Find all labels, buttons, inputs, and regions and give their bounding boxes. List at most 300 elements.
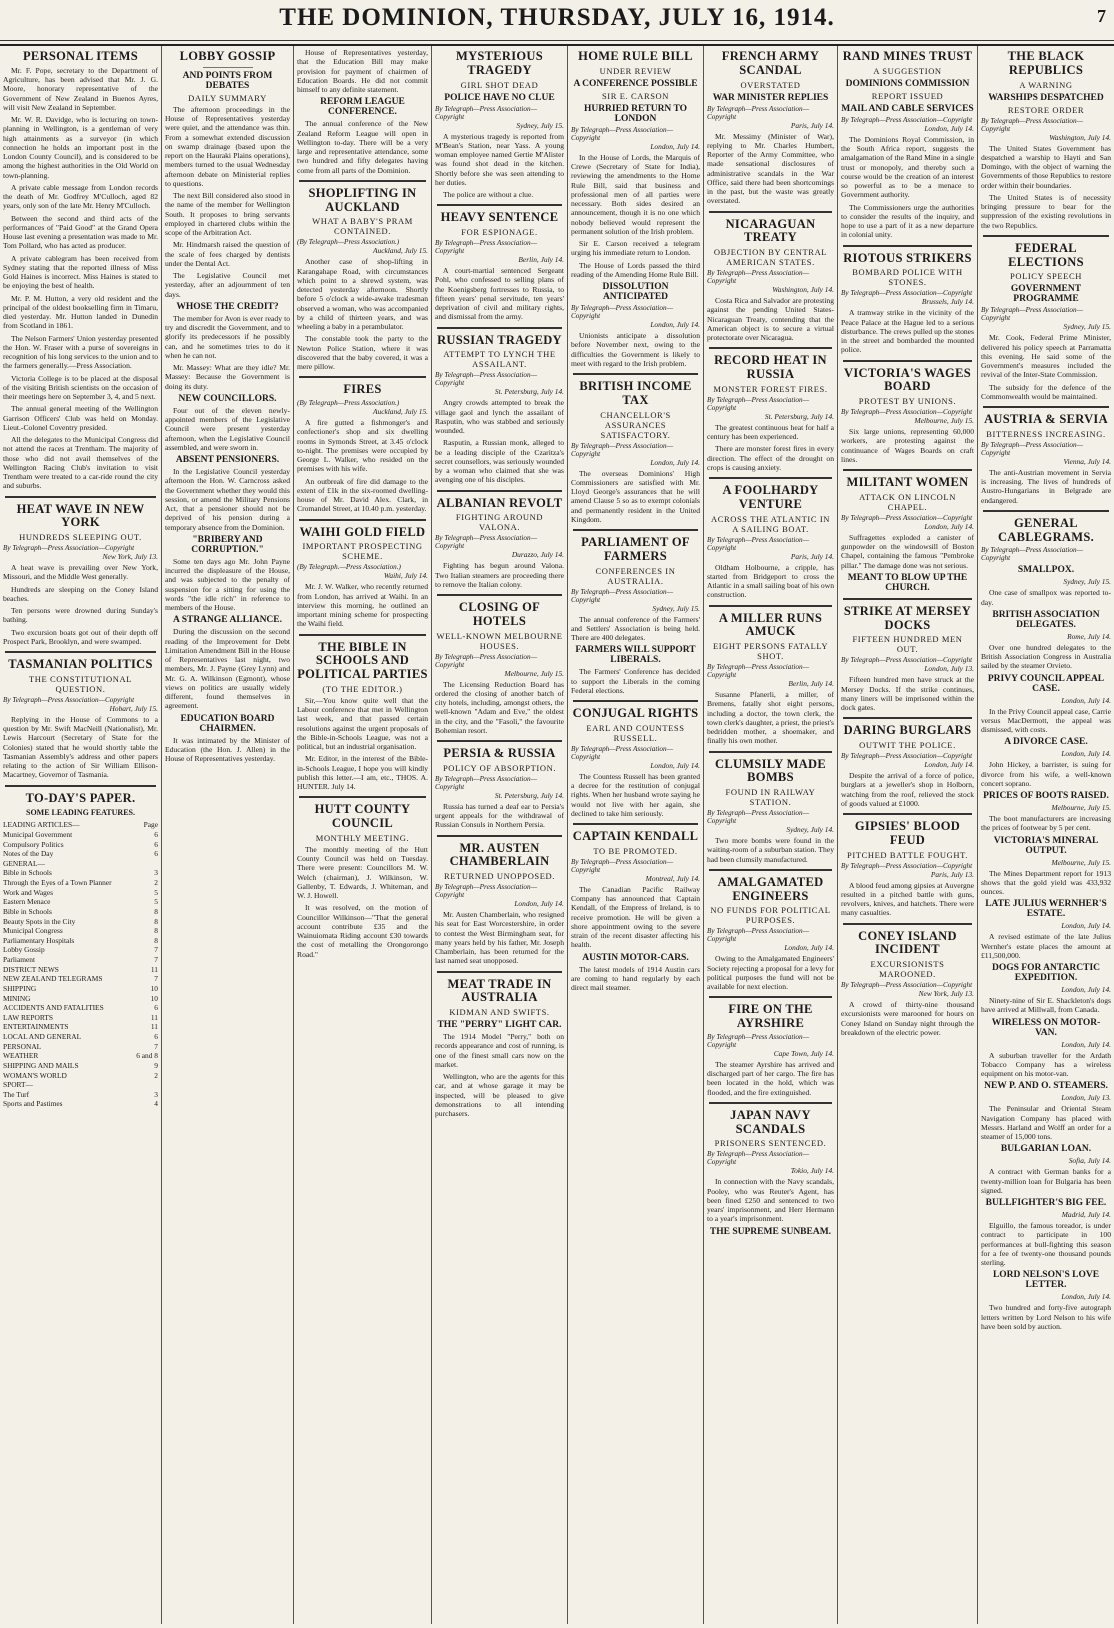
article-subhead: POLICE HAVE NO CLUE — [444, 92, 555, 103]
contents-label: SHIPPING — [3, 983, 37, 993]
article-dateline: London, July 14. — [924, 123, 974, 133]
article-dateline: Berlin, July 14. — [788, 679, 834, 688]
contents-label: The Turf — [3, 1089, 30, 1099]
article-subhead: HUNDREDS SLEEPING OUT. — [19, 532, 142, 542]
article-paragraph: Mr. W. R. Davidge, who is lecturing on town-planning in Wellington, is a gentleman of very high attainments as a surveyor (in which connection he holds an important post in the London County Council), and is considered to be among the highest authorities in the Old World on town-planning. — [3, 115, 158, 180]
article-headline: STRIKE AT MERSEY DOCKS — [843, 603, 972, 632]
column-rule — [709, 751, 832, 753]
cablegram-dateline: London, July 14. — [1061, 921, 1111, 931]
article-headline: MR. AUSTEN CHAMBERLAIN — [449, 840, 550, 869]
cablegram-text: A contract with German banks for a twenty-million loan for Bulgaria has been signed. — [981, 1167, 1111, 1195]
article-subhead: EDUCATION BOARD CHAIRMEN. — [180, 713, 275, 734]
contents-page: 3 — [154, 868, 158, 878]
contents-page: 6 — [154, 1032, 158, 1041]
article-subhead: REPORT ISSUED — [871, 90, 944, 101]
article-paragraph: Between the second and third acts of the performances of "Paid Good" at the Grand Opera House last evening a presentation was made to Mr. Tom Pollard, who has acted as producer. — [3, 213, 158, 251]
contents-label: Parliamentary Hospitals — [3, 935, 75, 945]
contents-page: 8 — [154, 906, 158, 916]
article-byline: By Telegraph—Press Association—Copyright — [571, 587, 673, 604]
article-paragraph: The Commissioners urge the authorities to consider the results of the inquiry, and hope to use a part of it as a new departure in colonial unity. — [841, 202, 974, 240]
article-paragraph: In the House of Lords, the Marquis of Crewe (Secretary of State for India), reviewing the amendments to the Home Rule Bill, said that business and professional men of all parties were necessary. Both sides desired an announcement, though it is no one which nobody believed would represent the permanent solution of the Irish problem. — [571, 152, 700, 236]
contents-label: Municipal Government — [3, 829, 73, 839]
article-headline: MILITANT WOMEN — [846, 475, 969, 489]
article-dateline: Melbourne, July 15. — [504, 668, 564, 678]
article-subhead: AND POINTS FROM DEBATES — [182, 70, 273, 91]
article-subhead: MAIL AND CABLE SERVICES — [841, 103, 974, 114]
contents-row — [3, 878, 158, 888]
cablegram-text: Ninety-nine of Sir E. Shackleton's dogs have arrived at Millwall, from Canada. — [981, 996, 1111, 1015]
contents-row — [3, 897, 158, 907]
article-paragraph: Russia has turned a deaf ear to Persia's urgent appeals for the withdrawal of Russian Consuls in Northern Persia. — [435, 801, 564, 830]
contents-row — [3, 1022, 158, 1032]
article-paragraph: The overseas Dominions' High Commissioners are satisfied with Mr. Lloyd George's assurances that he will amend Clause 5 so as to exempt colonials and permanently resident in the United Kingdom. — [571, 468, 700, 524]
article-headline: PERSONAL ITEMS — [23, 49, 138, 63]
article-paragraph: Two more bombs were found in the waiting-room of a suburban station. They had been clumsily manufactured. — [707, 836, 834, 864]
cablegram-text: Elguillo, the famous toreador, is under contract to participate in 100 performances at bull-fighting this season for a fee of twenty-one thousand pounds sterling. — [981, 1221, 1111, 1267]
article-paragraph: There are monster forest fires in every direction. The effect of the drought on crops is causing anxiety. — [707, 444, 834, 472]
contents-label: LEADING ARTICLES— — [3, 820, 80, 830]
contents-row — [3, 907, 158, 917]
article-paragraph: Four out of the eleven newly-appointed members of the Legislative Council were present yesterday afternoon, when the Legislative Council assembled, and were sworn in. — [165, 405, 290, 452]
article-headline: RECORD HEAT IN RUSSIA — [714, 353, 827, 381]
article-byline: By Telegraph—Press Association—Copyright — [3, 695, 135, 704]
contents-row — [3, 974, 158, 984]
cablegram-text: Over one hundred delegates to the British Association Congress in Australia sailed by the steamer Orvieto. — [981, 642, 1111, 671]
contents-row — [3, 1003, 158, 1013]
cablegram-text: A suburban traveller for the Ardath Tobacco Company has a wireless equipment on his motor-van. — [981, 1050, 1111, 1078]
article-subhead: CHANCELLOR'S ASSURANCES SATISFACTORY. — [600, 409, 671, 440]
article-paragraph: Fighting has begun around Valona. Two Italian steamers are proceeding there to remove the Italian colony. — [435, 561, 564, 589]
advert-heading: THE "PERRY" LIGHT CAR. — [437, 1020, 562, 1030]
article-byline: By Telegraph—Press Association—Copyright — [571, 304, 673, 320]
contents-label: GENERAL— — [3, 858, 45, 868]
column-3 — [294, 46, 432, 1624]
article-paragraph: During the discussion on the second reading of the Improvement for Debt Limitation Amendment Bill in the House of Representatives last night, two members, Mr. J. Payne (Grey Lynn) and Mr. G. A. Wilkinson (Egmont), whose views on politics are usually widely different, found themselves in agreement. — [165, 627, 290, 711]
article-paragraph: The United States Government has despatched a warship to Hayti and San Domingo, with the object of warning the Governments of those Republics to restore order within their boundaries. — [981, 143, 1111, 190]
article-subhead: (TO THE EDITOR.) — [322, 683, 403, 694]
columns — [0, 46, 1114, 1624]
cablegram-text: One case of smallpox was reported to-day. — [981, 588, 1111, 607]
contents-page: 7 — [154, 1041, 158, 1051]
contents-label: WEATHER — [3, 1051, 39, 1061]
advert-heading: THE SUPREME SUNBEAM. — [709, 1226, 832, 1237]
column-rule — [709, 1102, 832, 1104]
article-paragraph: The annual conference of the New Zealand Reform League will open in Wellington to-day. There will be a very large and representative attendance, some two hundred and fifty delegates having come from all parts of the Dominion. — [297, 119, 428, 175]
article-subhead: THE CONSTITUTIONAL QUESTION. — [28, 673, 133, 694]
contents-label: ENTERTAINMENTS — [3, 1022, 69, 1032]
advert-paragraph: The 1914 Model "Perry," both on records appearance and cost of running, is one of the finest small cars now on the market. — [435, 1032, 564, 1069]
article-subhead: A SUGGESTION — [873, 65, 942, 76]
contents-row — [3, 926, 158, 936]
article-paragraph: Mr. Editor, in the interest of the Bible-in-Schools League, I hope you will kindly publish this letter.—I am, etc., THOS. A. HUNTER. July 14. — [297, 754, 428, 791]
column-rule — [983, 406, 1109, 408]
cablegram-heading: BULGARIAN LOAN. — [1000, 1144, 1092, 1155]
article-subhead: RESTORE ORDER — [1007, 104, 1085, 115]
column-rule — [709, 347, 832, 349]
column-rule — [299, 376, 426, 378]
article-dateline: Tokio, July 14. — [790, 1166, 834, 1176]
article-dateline: Brussels, July 14. — [921, 297, 974, 307]
cablegram-text: The Peninsular and Oriental Steam Navigation Company has placed with Messrs. Harland and Wolff an order for a steamer of 15,000 tons. — [981, 1104, 1111, 1141]
article-byline: By Telegraph—Press Association—Copyright — [707, 1032, 809, 1049]
article-paragraph: Oldham Holbourne, a cripple, has started from Bridgeport to cross the Atlantic in a small sailing boat of his own construction. — [707, 562, 834, 600]
article-dateline: Waihi, July 14. — [383, 571, 428, 581]
contents-row — [3, 868, 158, 878]
article-subhead: FIFTEEN HUNDRED MEN OUT. — [852, 634, 963, 655]
article-dateline: Paris, July 14. — [790, 551, 834, 561]
column-rule — [983, 235, 1109, 237]
contents-label: Through the Eyes of a Town Planner — [3, 878, 112, 887]
article-byline: By Telegraph—Press Association—Copyright — [707, 809, 809, 825]
page-number: 7 — [1097, 6, 1106, 26]
cablegram-text: The Mines Department report for 1913 shows that the gold yield was 433,932 ounces. — [981, 868, 1111, 896]
article-paragraph: Six large unions, representing 60,000 workers, are protesting against the continuance of Wages Boards on craft lines. — [841, 427, 974, 464]
column-2 — [162, 46, 294, 1624]
contents-label: SHIPPING AND MAILS — [3, 1060, 79, 1070]
article-paragraph: A crowd of thirty-nine thousand excursionists were marooned for hours on Coney Island on Sunday night through the breakdown of the electric power. — [841, 1000, 974, 1037]
contents-row — [3, 849, 158, 859]
column-rule — [299, 519, 426, 521]
contents-label: SPORT— — [3, 1080, 33, 1090]
article-headline: GENERAL CABLEGRAMS. — [997, 515, 1095, 544]
article-subhead: POLICY OF ABSORPTION. — [442, 762, 557, 773]
contents-row — [3, 1051, 158, 1061]
contents-label: LAW REPORTS — [3, 1012, 53, 1022]
contents-row — [3, 955, 158, 965]
article-headline: HOME RULE BILL — [578, 49, 693, 63]
article-dateline: London, July 14. — [784, 943, 834, 953]
article-byline: By Telegraph—Press Association—Copyright — [571, 125, 673, 142]
article-headline: MEAT TRADE IN AUSTRALIA — [447, 976, 552, 1005]
article-subhead: BOMBARD POLICE WITH STONES. — [852, 267, 963, 288]
article-paragraph: The annual conference of the Farmers' and Settlers' Association is being held. There are 400 delegates. — [571, 614, 700, 642]
article-byline: By Telegraph—Press Association—Copyright — [841, 752, 973, 760]
article-paragraph: The Countess Russell has been granted a decree for the restitution of conjugal rights. When her husband wrote saying he would not live with her again, she declined to take him seriously. — [571, 771, 700, 818]
cablegram-heading: BRITISH ASSOCIATION DELEGATES. — [992, 609, 1100, 630]
article-paragraph: The Legislative Council met yesterday, after an adjournment of ten days. — [165, 271, 290, 299]
column-rule — [843, 717, 972, 719]
contents-label: ACCIDENTS AND FATALITIES — [3, 1003, 104, 1013]
article-paragraph: Mr. Cook, Federal Prime Minister, delivered his policy speech at Parramatta this evening. He said some of the Government's measures included the revival of the Inter-State Commission. — [981, 333, 1111, 380]
contents-label: PERSONAL — [3, 1041, 42, 1051]
column-5 — [568, 46, 704, 1624]
article-subhead: GIRL SHOT DEAD — [460, 79, 539, 90]
column-rule — [573, 700, 698, 702]
article-subhead: DISSOLUTION ANTICIPATED — [602, 282, 669, 302]
contents-row — [3, 936, 158, 946]
article-headline: CONEY ISLAND INCIDENT — [858, 928, 957, 957]
contents-row — [3, 830, 158, 840]
article-dateline: Vienna, July 14. — [1063, 456, 1111, 466]
article-subhead: OBJECTION BY CENTRAL AMERICAN STATES. — [713, 247, 828, 267]
article-byline: By Telegraph—Press Association—Copyright — [707, 269, 809, 285]
article-byline: By Telegraph—Press Association—Copyright — [435, 652, 537, 669]
contents-label: Sports and Pastimes — [3, 1099, 63, 1109]
contents-label: MINING — [3, 993, 31, 1003]
article-subhead: ATTACK ON LINCOLN CHAPEL. — [859, 491, 956, 512]
article-headline: SHOPLIFTING IN AUCKLAND — [308, 185, 417, 214]
article-headline: NICARAGUAN TREATY — [725, 216, 816, 245]
article-headline: VICTORIA'S WAGES BOARD — [844, 365, 971, 394]
column-rule — [437, 971, 562, 973]
article-paragraph: Angry crowds attempted to break the village gaol and lynch the assailant of Rasputin, who was stabbed and seriously wounded. — [435, 398, 564, 435]
masthead — [0, 0, 1114, 46]
article-headline: CLUMSILY MADE BOMBS — [715, 756, 826, 785]
article-headline: HEAT WAVE IN NEW YORK — [16, 501, 145, 530]
cablegram-text: Two hundred and forty-five autograph letters written by Lord Nelson to his wife have been sold by auction. — [981, 1303, 1111, 1331]
article-paragraph: The constable took the party to the Newton Police Station, where it was discovered that the baby covered, it was a mere pillow. — [297, 334, 428, 371]
column-rule — [709, 869, 832, 871]
article-headline: ALBANIAN REVOLT — [436, 495, 563, 510]
column-7 — [838, 46, 978, 1624]
article-paragraph: The afternoon proceedings in the House of Representatives yesterday were quiet, and the attendance was thin. From a somewhat extended discussion on swamp drainage (based upon the report on the Hauraki Plains operations), members turned to the usual Wednesday afternoon debate on Ministerial replies to questions. — [165, 104, 290, 188]
column-rule — [843, 598, 972, 600]
article-subhead: ATTEMPT TO LYNCH THE ASSAILANT. — [443, 349, 556, 370]
article-byline: By Telegraph—Press Association—Copyright — [435, 883, 537, 899]
article-subhead: MONTHLY MEETING. — [315, 832, 410, 843]
article-dateline: Sydney, July 15. — [1063, 322, 1111, 332]
column-rule — [437, 594, 562, 596]
article-dateline: St. Petersburg, July 14. — [494, 387, 564, 397]
contents-row — [3, 1071, 158, 1081]
article-headline: A MILLER RUNS AMUCK — [718, 610, 823, 639]
contents-row — [3, 859, 158, 869]
article-subhead: PROTEST BY UNIONS. — [858, 396, 957, 406]
column-rule — [299, 796, 426, 798]
contents-row — [3, 917, 158, 927]
article-subhead: CONFERENCES IN AUSTRALIA. — [595, 565, 676, 586]
article-headline: TASMANIAN POLITICS — [8, 657, 153, 671]
article-paragraph: The next Bill considered also stood in the name of the member for Wellington South. It proposes to bring servants employed in chartered clubs within the scope of the Arbitration Act. — [165, 191, 290, 237]
article-headline: FEDERAL ELECTIONS — [1008, 240, 1084, 269]
article-subhead: A CONFERENCE POSSIBLE — [573, 78, 698, 89]
contents-row — [3, 1080, 158, 1090]
article-paragraph: A heat wave is prevailing over New York, Missouri, and the Middle West generally. — [3, 563, 158, 582]
column-rule — [5, 496, 156, 498]
contents-page: 6 — [154, 829, 158, 839]
article-paragraph: The subsidy for the defence of the Commonwealth would be maintained. — [981, 382, 1111, 401]
article-dateline: Hobart, July 15. — [109, 703, 158, 713]
cablegram-heading: LORD NELSON'S LOVE LETTER. — [992, 1270, 1100, 1291]
contents-page: 11 — [150, 1012, 158, 1022]
cablegram-heading: SMALLPOX. — [1017, 565, 1075, 576]
article-headline: CAPTAIN KENDALL — [572, 829, 699, 843]
contents-page: 10 — [150, 983, 158, 993]
cablegram-text: John Hickey, a barrister, is suing for divorce from his wife, a well-known concert soprano. — [981, 760, 1111, 788]
article-headline: HUTT COUNTY COUNCIL — [314, 802, 411, 830]
article-byline: (By Telegraph—Press Association.) — [297, 399, 400, 407]
article-headline: HEAVY SENTENCE — [440, 210, 559, 225]
article-headline: RAND MINES TRUST — [842, 49, 973, 63]
article-paragraph: Mr. Hindmarsh raised the question of the scale of fees charged by dentists under the Dental Act. — [165, 240, 290, 268]
article-byline: By Telegraph—Press Association—Copyright — [435, 371, 537, 388]
cablegram-heading: BULLFIGHTER'S BIG FEE. — [985, 1198, 1107, 1208]
article-byline: By Telegraph—Press Association—Copyright — [981, 546, 1083, 563]
contents-label: Bible in Schools — [3, 906, 52, 916]
article-byline: By Telegraph—Press Association—Copyright — [981, 306, 1083, 323]
article-subhead: PRISONERS SENTENCED. — [714, 1138, 827, 1149]
article-paragraph: Hundreds are sleeping on the Coney Island beaches. — [3, 584, 158, 603]
article-paragraph: A fire gutted a fishmonger's and confectioner's shop and six dwelling rooms in Symonds Street, at 3.45 o'clock to-night. The premises were occupied by George L. Walker, who resided on the premises with his wife. — [297, 418, 428, 474]
article-subhead: EIGHT PERSONS FATALLY SHOT. — [712, 641, 829, 661]
contents-label: Municipal Congress — [3, 926, 63, 936]
article-paragraph: Some ten days ago Mr. John Payne incurred the displeasure of the House, and was subjected to the penalty of suspension for a sitting for using the words "the idle rich" in reference to members of the House. — [165, 556, 290, 612]
article-subhead: WARSHIPS DESPATCHED — [988, 92, 1104, 103]
article-byline: By Telegraph—Press Association—Copyright — [707, 535, 809, 552]
article-dateline: Durazzo, July 14. — [511, 550, 564, 560]
article-paragraph: The monthly meeting of the Hutt County Council was held on Tuesday. There were present: Councillors M. W. Welch (chairman), J. Wilkinson, W. Gallenby, T. Edwards, J. Whiteman, and W. J. Howell. — [297, 844, 428, 900]
article-byline: By Telegraph—Press Association—Copyright — [841, 981, 973, 989]
article-subhead: WHAT A BABY'S PRAM CONTAINED. — [312, 216, 413, 237]
article-byline: By Telegraph—Press Association—Copyright — [707, 927, 809, 944]
todays-paper-subhead: SOME LEADING FEATURES. — [26, 808, 135, 818]
column-rule — [983, 510, 1109, 512]
contents-page: 4 — [154, 1099, 158, 1109]
cablegram-heading: PRIVY COUNCIL APPEAL CASE. — [987, 673, 1105, 694]
article-dateline: Melbourne, July 15. — [914, 416, 974, 425]
article-subhead: UNDER REVIEW — [599, 65, 672, 76]
contents-label: LOCAL AND GENERAL — [3, 1032, 82, 1041]
contents-page: 3 — [154, 1089, 158, 1099]
article-byline: By Telegraph—Press Association—Copyright — [981, 440, 1083, 457]
article-dateline: Berlin, July 14. — [518, 255, 564, 264]
article-paragraph: Another case of shop-lifting in Karangahape Road, with circumstances which point to a shrewd system, was detected yesterday afternoon. Shortly before 5 o'clock a wide-awake tradesman observed a woman, who was accompanied by a child of thirteen years, and was wheeling a baby in a perambulator. — [297, 257, 428, 331]
column-rule — [5, 651, 156, 653]
article-dateline: London, July 14. — [924, 760, 974, 769]
article-subhead: ACROSS THE ATLANTIC IN A SAILING BOAT. — [710, 513, 831, 534]
article-paragraph: The police are without a clue. — [443, 190, 534, 199]
article-byline: By Telegraph—Press Association—Copyright — [435, 104, 537, 121]
cablegram-dateline: Madrid, July 14. — [1061, 1210, 1111, 1219]
article-paragraph: The United States is of necessity bringing pressure to bear for the suppression of the existing revolutions in the two Republics. — [981, 192, 1111, 230]
article-paragraph: Mr. Massey: What are they idle? Mr. Massey: Because the Government is doing its duty. — [165, 363, 290, 391]
article-subhead: SIR E. CARSON — [601, 90, 670, 101]
column-6 — [704, 46, 838, 1624]
article-dateline: Sydney, July 15. — [516, 120, 564, 130]
article-dateline: London, July 14. — [924, 521, 974, 531]
article-dateline: Cape Town, July 14. — [773, 1048, 834, 1058]
article-paragraph: Sir,—You know quite well that the Labour conference that met in Wellington last week, and that passed certain resolutions against the urgent proposals of the Bible-in-Schools League, was not a political, but an industrial organisation. — [297, 695, 428, 751]
contents-page: 7 — [154, 945, 158, 955]
column-rule — [573, 823, 698, 825]
article-paragraph: Mr. J. W. Walker, who recently returned from London, has arrived at Waihi. In an interview this morning, he outlined an important mining scheme for prospecting the Waihi field. — [297, 582, 428, 629]
article-paragraph: Two excursion boats got out of their depth off Prospect Park, Brooklyn, and were swamped. — [3, 627, 158, 646]
contents-label: Lobby Gossip — [3, 945, 45, 955]
article-byline: (By Telegraph.—Press Association.) — [297, 563, 401, 572]
contents-row — [3, 888, 158, 898]
article-dateline: St. Petersburg, July 14. — [494, 790, 564, 800]
cablegram-dateline: Melbourne, July 15. — [1051, 803, 1111, 812]
article-subhead: POLICY SPEECH — [1010, 271, 1082, 282]
contents-page: 7 — [154, 974, 158, 984]
article-subhead: "BRIBERY AND CORRUPTION." — [191, 534, 264, 555]
article-paragraph: A private cablegram has been received from Sydney stating that the reported illness of Miss Gold Haines is incorrect. Miss Haines is stated to be enjoying the best of health. — [3, 253, 158, 291]
column-rule — [437, 490, 562, 492]
advert-heading: AUSTIN MOTOR-CARS. — [582, 952, 689, 963]
article-paragraph: Unionists anticipate a dissolution before November next, owing to the difficulties the Government is likely to meet with regard to the Irish problem. — [571, 331, 700, 368]
article-paragraph: A private cable message from London records the death of Mr. Godfrey M'Culloch, aged 82 years, only son of the late Mr. Henry M'Culloch. — [3, 182, 158, 211]
article-headline: RIOTOUS STRIKERS — [843, 250, 972, 265]
article-subhead: EARL AND COUNTESS RUSSELL. — [586, 722, 685, 743]
article-subhead: DOMINIONS COMMISSION — [845, 78, 970, 89]
article-byline: By Telegraph—Press Association—Copyright — [435, 534, 537, 551]
general-cablegrams-list — [981, 565, 1111, 1331]
article-paragraph: An outbreak of fire did damage to the extent of £1k in the six-roomed dwelling-house of Mr. David Alex. Clark, in Cromandel Street, at 10.40 p.m. yesterday. — [297, 476, 428, 514]
cablegram-text: A revised estimate of the late Julius Wernher's estate places the amount at £11,500,000. — [981, 932, 1111, 960]
article-subhead: FARMERS WILL SUPPORT LIBERALS. — [575, 645, 696, 666]
article-paragraph: The Dominions Royal Commission, in the South Africa report, suggests the amalgamation of the Rand Mine in a single trust or monopoly, and thereby such a course would be the creation of an interest so powerful as to be a menace to Government authority. — [841, 134, 974, 200]
contents-label: Beauty Spots in the City — [3, 916, 76, 926]
article-paragraph: Owing to the Amalgamated Engineers' Society rejecting a proposal for a levy for political purposes the fund will not be available for next election. — [707, 954, 834, 991]
article-paragraph: In the Legislative Council yesterday afternoon the Hon. W. Carncross asked the Government whether they would this session, or amend the Military Pensions Act, that a pensioner should not be deprived of his pension during a temporary absence from the Dominion. — [165, 467, 290, 532]
contents-row — [3, 1032, 158, 1042]
contents-page: 6 — [154, 1003, 158, 1013]
contents-row — [3, 1013, 158, 1023]
article-byline: By Telegraph—Press Association—Copyright — [841, 861, 973, 870]
contents-row — [3, 840, 158, 850]
contents-page: 5 — [154, 887, 158, 897]
contents-page: 6 — [154, 839, 158, 849]
contents-label: Parliament — [3, 955, 36, 964]
column-rule — [437, 204, 562, 206]
article-dateline: Washington, July 14. — [772, 285, 834, 294]
article-paragraph: The greatest continuous heat for half a century has been experienced. — [707, 422, 834, 441]
contents-row — [3, 994, 158, 1004]
article-headline: FIRES — [343, 382, 382, 397]
article-paragraph: Mr. F. Pope, secretary to the Department of Agriculture, has been advised that Mr. J. G. Moore, honorary representative of the Government of New Zealand in Buenos Ayres, will visit New Zealand in September. — [3, 65, 158, 112]
contents-row — [3, 1061, 158, 1071]
article-paragraph: The House of Lords passed the third reading of the Amending Home Rule Bill. — [571, 260, 700, 279]
article-byline: By Telegraph—Press Association—Copyright — [3, 544, 135, 552]
article-headline: MYSTERIOUS TRAGEDY — [455, 49, 544, 77]
article-subhead: WELL-KNOWN MELBOURNE HOUSES. — [436, 630, 563, 651]
contents-label: Eastern Menace — [3, 897, 51, 907]
article-headline: PERSIA & RUSSIA — [443, 746, 556, 760]
article-subhead: EXCURSIONISTS MAROONED. — [870, 959, 945, 979]
article-subhead: PITCHED BATTLE FOUGHT. — [847, 849, 968, 860]
article-dateline: London, July 13. — [924, 664, 974, 674]
article-dateline: St. Petersburg, July 14. — [764, 411, 834, 421]
article-byline: By Telegraph—Press Association—Copyright — [707, 395, 809, 412]
column-rule — [437, 835, 562, 837]
contents-page: 11 — [150, 964, 158, 974]
article-subhead: GOVERNMENT PROGRAMME — [1010, 284, 1082, 305]
article-subhead: OUTWIT THE POLICE. — [859, 740, 956, 750]
article-paragraph: A mysterious tragedy is reported from M'Bean's Station, near Yass. A young woman employee named Gertie M'Alister was found shot dead in the kitchen. Shortly before she was seen attending to her duties. — [435, 131, 564, 187]
contents-label: Bible in Schools — [3, 868, 52, 878]
contents-page: 2 — [154, 1070, 158, 1080]
article-dateline: London, July 14. — [514, 899, 564, 908]
article-dateline: Paris, July 13. — [930, 869, 974, 879]
column-rule — [437, 327, 562, 329]
column-8 — [978, 46, 1114, 1624]
contents-label: WOMAN'S WORLD — [3, 1070, 67, 1080]
column-rule — [573, 529, 698, 531]
article-paragraph: The Farmers' Conference has decided to support the Liberals in the coming Federal elections. — [571, 667, 700, 695]
article-paragraph: Mr. Austen Chamberlain, who resigned his seat for East Worcestershire, in order to contest the West Birmingham seat, for many years held by his father, Mr. Joseph Chamberlain, has been returned for the last named seat unopposed. — [435, 910, 564, 966]
article-subhead: A WARNING — [1019, 79, 1073, 90]
article-byline: By Telegraph—Press Association—Copyright — [435, 774, 537, 791]
article-subhead: FOR ESPIONAGE. — [461, 227, 538, 237]
cablegram-dateline: London, July 14. — [1061, 1039, 1111, 1049]
contents-page: 6 — [154, 849, 158, 859]
contents-row — [3, 1042, 158, 1052]
article-paragraph: A tramway strike in the vicinity of the Peace Palace at the Hague led to a serious disturbance. The crews pulled up the stones in the street and bombarded the mounted police. — [841, 308, 974, 355]
article-byline: By Telegraph—Press Association—Copyright — [981, 116, 1083, 133]
article-headline: FIRE ON THE AYRSHIRE — [728, 1002, 813, 1030]
contents-label: DISTRICT NEWS — [3, 964, 59, 974]
article-paragraph: The anti-Austrian movement in Servia is increasing. The lives of hundreds of Austro-Hungarians in Belgrade are endangered. — [981, 467, 1111, 505]
